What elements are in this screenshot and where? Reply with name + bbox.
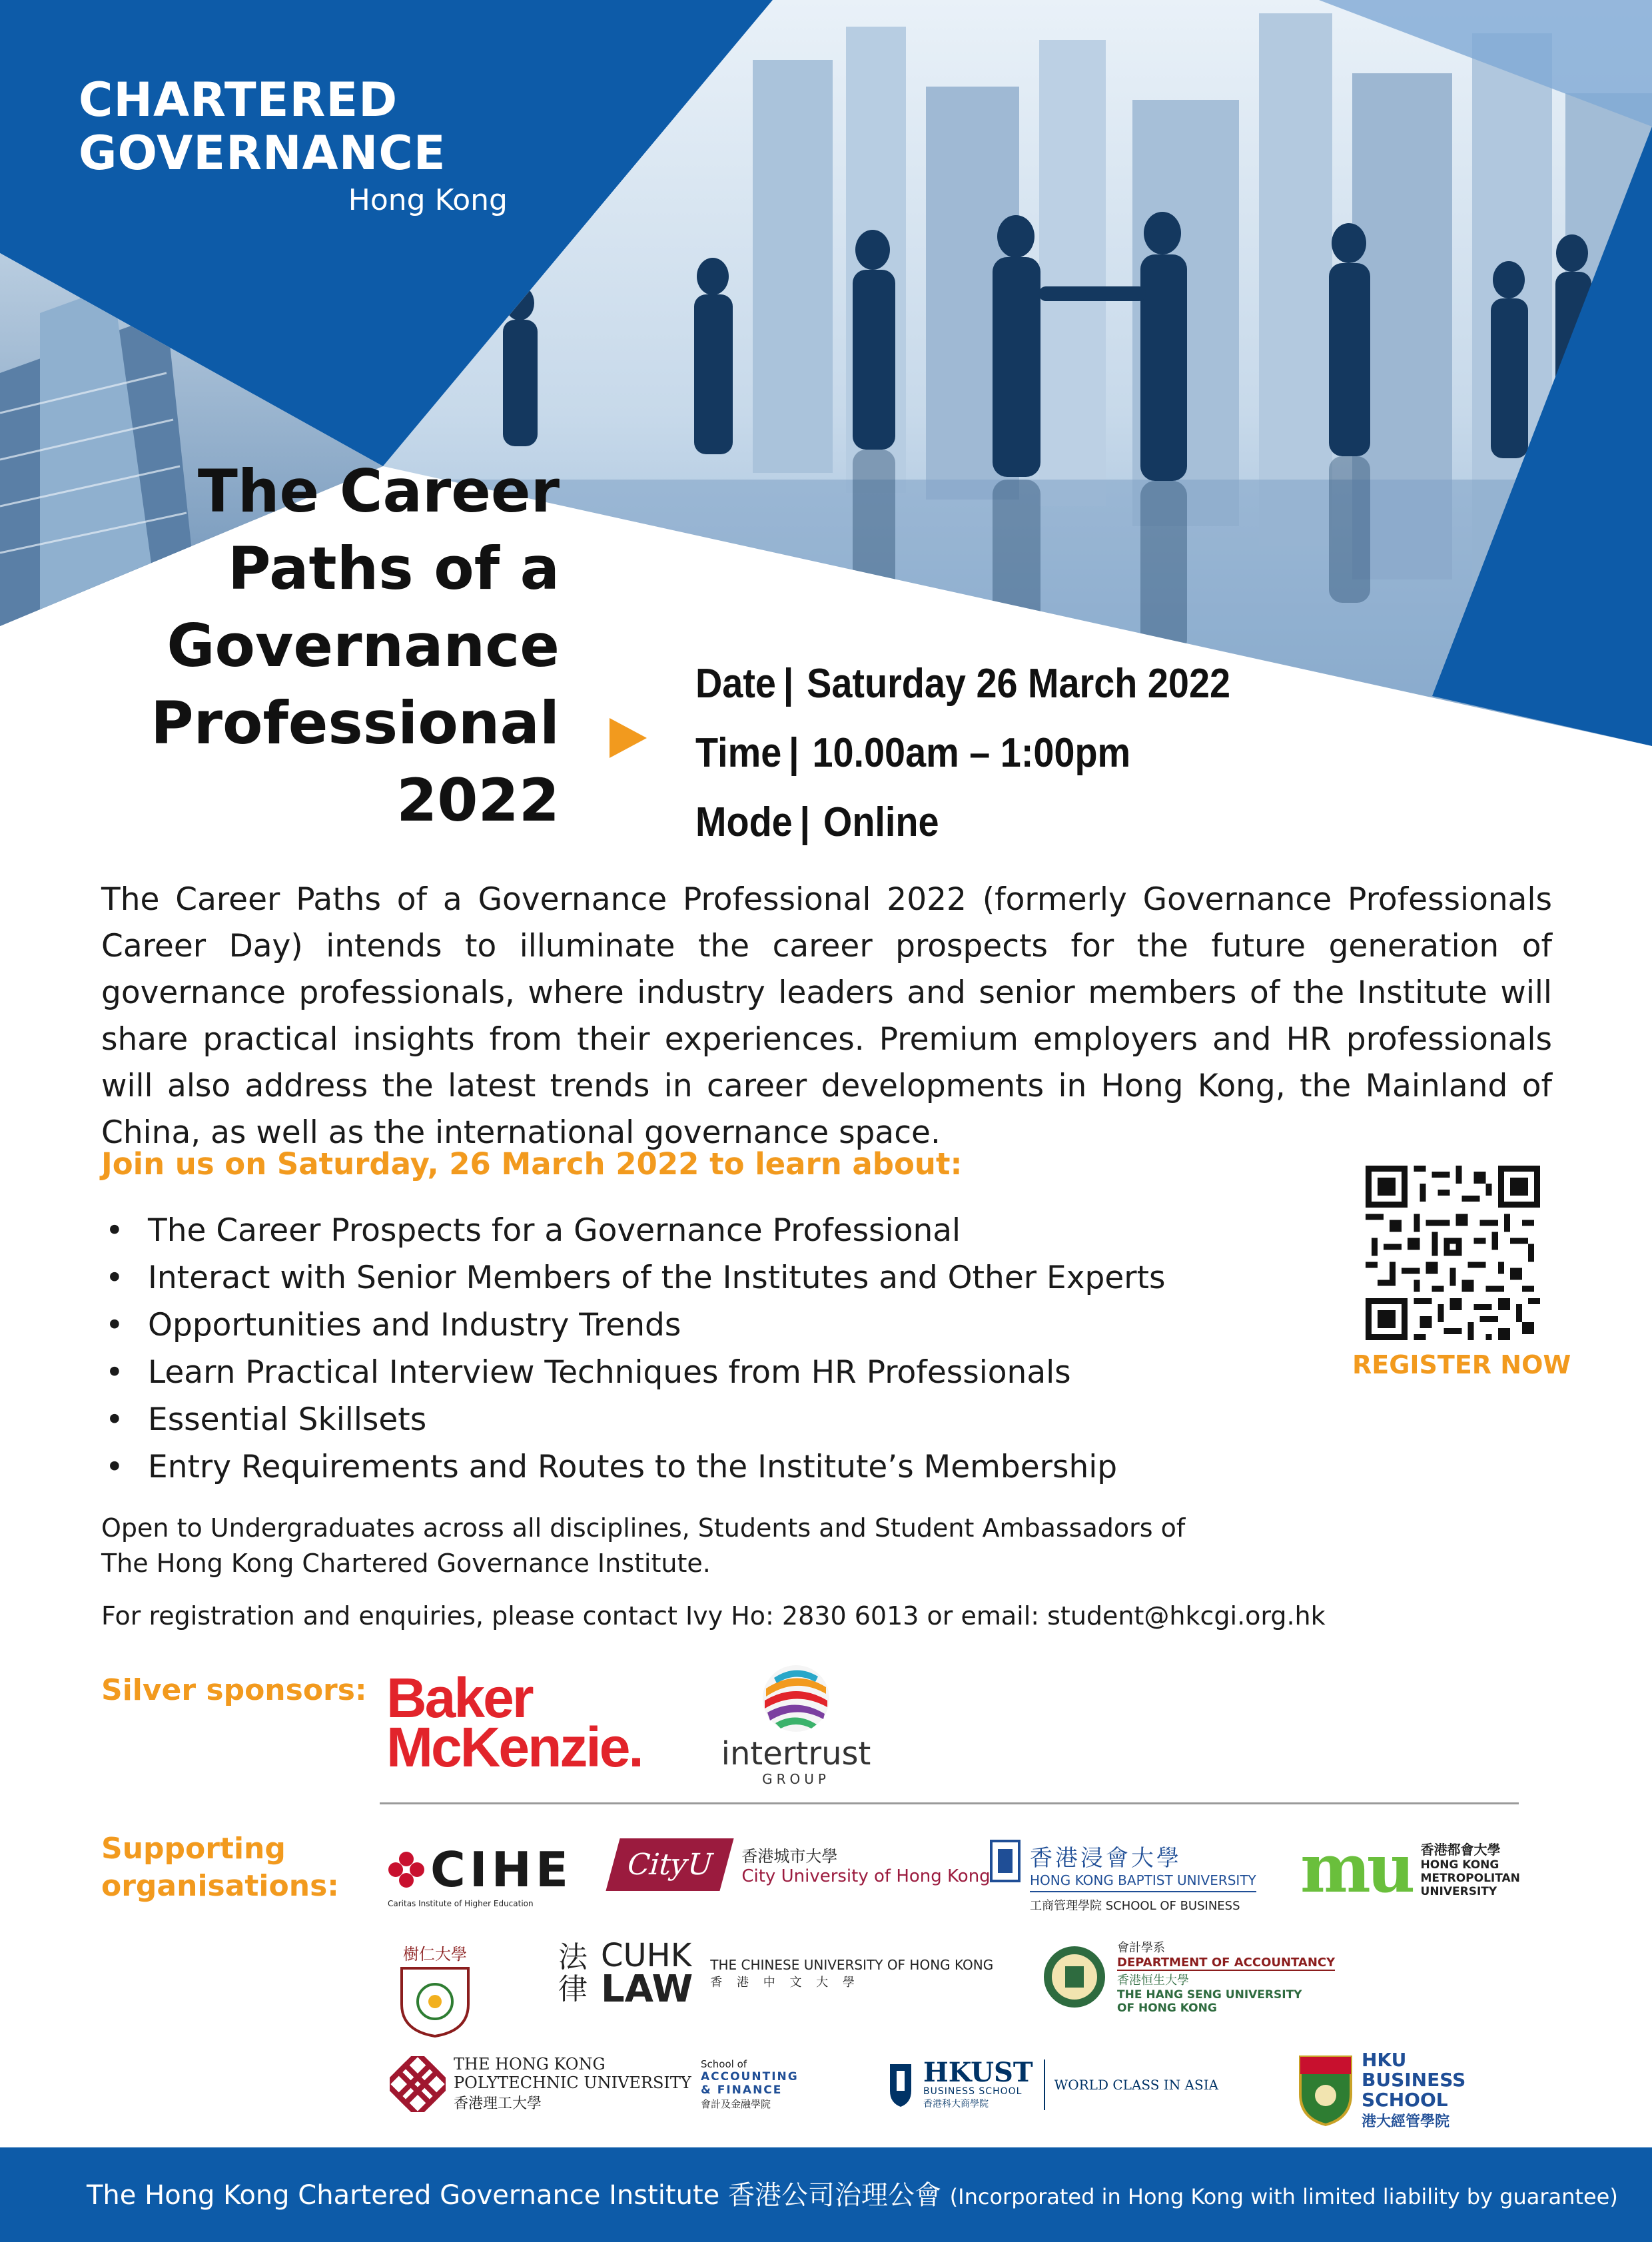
polyu-cn: 香港理工大學 xyxy=(454,2095,542,2112)
footer-incorporation-note: (Incorporated in Hong Kong with limited liability by guarantee) xyxy=(949,2184,1618,2209)
event-details xyxy=(695,649,1290,857)
detail-separator: | xyxy=(799,799,811,845)
detail-label: Mode xyxy=(695,799,793,845)
register-now-link[interactable]: REGISTER NOW xyxy=(1352,1350,1571,1379)
list-item xyxy=(101,1396,1166,1443)
cityu-badge: CityU xyxy=(606,1838,734,1891)
hsu-crest-icon xyxy=(1041,1944,1108,2010)
register-qr-code[interactable] xyxy=(1366,1166,1540,1340)
intro-paragraph: The Career Paths of a Governance Professional 2022 (formerly Governance Professionals Career Day) intends to illuminate the career prospects for the future generation of governance professionals, where industry leaders and senior members of the Institute will share practical insights from their experiences. Premium employers and HR professionals will also address the latest trends in career developments in Hong Kong, the Mainland of China, as well as the international governance space. xyxy=(101,881,1552,1151)
list-item xyxy=(101,1254,1166,1302)
mckenzie-line: McKenzie. xyxy=(386,1716,642,1778)
intertrust-mark-icon xyxy=(759,1662,833,1735)
cuhk-en: THE CHINESE UNIVERSITY OF HONG KONG xyxy=(710,1957,994,1973)
logo-subtitle: Hong Kong xyxy=(348,183,508,217)
hkmu-cn: 香港都會大學 xyxy=(1420,1841,1501,1858)
bullet-icon: • xyxy=(105,1212,124,1249)
saf-line1: School of xyxy=(701,2058,747,2070)
polyu-en2: POLYTECHNIC UNIVERSITY xyxy=(454,2073,691,2092)
shue-yan-name: 樹仁大學 xyxy=(403,1945,467,1964)
hsu-cn1: 會計學系 xyxy=(1117,1941,1165,1955)
event-title: The Career Paths of a Governance Professional 2022 xyxy=(151,457,560,835)
saf-cn: 會計及金融學院 xyxy=(701,2098,771,2110)
list-item xyxy=(101,1349,1166,1396)
topics-list xyxy=(101,1207,1166,1491)
footer-institute-name: The Hong Kong Chartered Governance Institute 香港公司治理公會 xyxy=(87,2180,941,2211)
polyu-logo xyxy=(390,2055,691,2113)
play-arrow-icon xyxy=(610,718,647,758)
intertrust-sub: GROUP xyxy=(762,1771,830,1787)
hkust-crest-icon xyxy=(887,2061,914,2108)
intertrust-name: intertrust xyxy=(721,1735,871,1772)
hku-line1: HKU xyxy=(1362,2049,1407,2071)
saf-line3: & FINANCE xyxy=(701,2083,783,2097)
bullet-icon: • xyxy=(105,1449,124,1485)
bullet-icon: • xyxy=(105,1354,124,1391)
baker-mckenzie-logo xyxy=(386,1667,642,1778)
list-item xyxy=(101,1302,1166,1349)
cuhk-law: LAW xyxy=(601,1968,693,2011)
saf-logo xyxy=(701,2058,799,2111)
detail-separator: | xyxy=(789,730,799,776)
hkbu-cn: 香港浸會大學 xyxy=(1030,1845,1182,1872)
cityu-en: City University of Hong Kong xyxy=(741,1866,991,1886)
bullet-icon: • xyxy=(105,1307,124,1343)
topic-text: Entry Requirements and Routes to the Institute’s Membership xyxy=(148,1449,1118,1485)
topic-text: The Career Prospects for a Governance Professional xyxy=(148,1212,961,1249)
hku-cn: 港大經管學院 xyxy=(1362,2113,1450,2130)
hkbu-school: 工商管理學院 SCHOOL OF BUSINESS xyxy=(1030,1899,1240,1913)
footer-bar xyxy=(0,2147,1652,2242)
detail-date xyxy=(695,649,1230,719)
cihe-sub: Caritas Institute of Higher Education xyxy=(388,1899,534,1908)
silver-sponsors-label: Silver sponsors: xyxy=(101,1673,367,1707)
detail-mode xyxy=(695,788,1230,857)
detail-time xyxy=(695,719,1230,788)
cityu-logo xyxy=(613,1838,991,1891)
detail-label: Time xyxy=(695,730,782,776)
hkmu-en1: HONG KONG xyxy=(1420,1858,1499,1872)
cihe-cross-icon xyxy=(388,1851,425,1888)
logo-line-governance: GOVERNANCE xyxy=(79,126,446,181)
hku-crest-icon xyxy=(1298,2054,1354,2127)
topic-text: Interact with Senior Members of the Institutes and Other Experts xyxy=(148,1260,1166,1296)
cihe-logo xyxy=(388,1842,572,1908)
hkbu-en: HONG KONG BAPTIST UNIVERSITY xyxy=(1030,1872,1256,1892)
list-item xyxy=(101,1207,1166,1254)
cuhk-top: CUHK xyxy=(601,1937,692,1974)
cityu-cn: 香港城市大學 xyxy=(741,1847,838,1866)
hkmu-en2: METROPOLITAN xyxy=(1420,1871,1520,1885)
hkust-sub: BUSINESS SCHOOL xyxy=(923,2086,1023,2097)
hsu-en3: OF HONG KONG xyxy=(1117,2002,1217,2015)
shue-yan-crest-icon xyxy=(395,1964,475,2038)
polyu-en1: THE HONG KONG xyxy=(454,2055,606,2073)
hsu-accountancy-logo xyxy=(1041,1938,1335,2015)
logo-line-chartered: CHARTERED xyxy=(79,73,398,127)
hku-line2: BUSINESS xyxy=(1362,2069,1466,2091)
hkust-tagline: WORLD CLASS IN ASIA xyxy=(1054,2077,1219,2093)
cihe-name: CIHE xyxy=(430,1842,573,1898)
chartered-governance-logo xyxy=(79,73,508,218)
sponsor-divider xyxy=(380,1802,1519,1804)
eligibility-line: The Hong Kong Chartered Governance Institute. xyxy=(101,1549,711,1578)
hkust-cn: 香港科大商學院 xyxy=(923,2099,989,2109)
cuhk-law-mark: 法律 xyxy=(558,1940,588,2006)
eligibility-text xyxy=(101,1511,1287,1581)
topic-text: Opportunities and Industry Trends xyxy=(148,1307,681,1343)
detail-value: 10.00am – 1:00pm xyxy=(812,730,1131,776)
hsu-en1: DEPARTMENT OF ACCOUNTANCY xyxy=(1117,1956,1336,1970)
bullet-icon: • xyxy=(105,1260,124,1296)
hkmu-mark: mu xyxy=(1300,1829,1412,1908)
footer-text xyxy=(87,2178,1618,2214)
supporting-organisations-label: Supporting organisations: xyxy=(101,1832,339,1903)
bullet-icon: • xyxy=(105,1401,124,1438)
hkbu-logo xyxy=(990,1840,1256,1914)
cuhk-law-logo xyxy=(558,1937,994,2011)
contact-text: For registration and enquiries, please contact Ivy Ho: 2830 6013 or email: student@hkcgi.org.hk xyxy=(101,1601,1326,1631)
detail-separator: | xyxy=(783,661,794,707)
polyu-knot-icon xyxy=(390,2056,446,2112)
detail-label: Date xyxy=(695,661,776,707)
eligibility-line: Open to Undergraduates across all disciplines, Students and Student Ambassadors of xyxy=(101,1513,1186,1543)
join-heading: Join us on Saturday, 26 March 2022 to learn about: xyxy=(101,1146,963,1182)
cuhk-cn: 香 港 中 文 大 學 xyxy=(710,1976,860,1990)
hkmu-en3: UNIVERSITY xyxy=(1420,1884,1497,1898)
hsu-en2: THE HANG SENG UNIVERSITY xyxy=(1117,1988,1302,2002)
shue-yan-logo xyxy=(392,1941,478,2041)
detail-value: Online xyxy=(823,799,939,845)
detail-value: Saturday 26 March 2022 xyxy=(807,661,1231,707)
hkust-logo xyxy=(887,2059,1218,2110)
topic-text: Essential Skillsets xyxy=(148,1401,427,1438)
hkust-name: HKUST xyxy=(923,2057,1033,2088)
list-item xyxy=(101,1443,1166,1491)
hsu-cn2: 香港恒生大學 xyxy=(1117,1974,1189,1988)
intertrust-logo xyxy=(716,1662,876,1787)
saf-line2: ACCOUNTING xyxy=(701,2070,799,2083)
hkmu-logo xyxy=(1300,1829,1520,1908)
hero-banner xyxy=(0,0,1652,845)
hkbu-crest-icon xyxy=(990,1840,1021,1882)
baker-line: Baker xyxy=(386,1667,532,1729)
hku-business-school-logo xyxy=(1298,2050,1465,2131)
hku-line3: SCHOOL xyxy=(1362,2089,1448,2111)
topic-text: Learn Practical Interview Techniques from HR Professionals xyxy=(148,1354,1071,1391)
